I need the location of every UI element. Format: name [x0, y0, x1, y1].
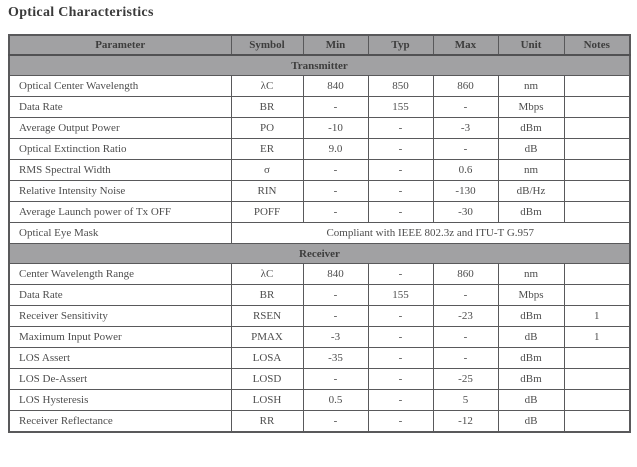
min-cell: -: [303, 411, 368, 433]
parameter-cell: Data Rate: [9, 97, 231, 118]
table-row: [9, 306, 630, 327]
min-cell: -35: [303, 348, 368, 369]
min-cell: -: [303, 97, 368, 118]
max-cell: 860: [433, 76, 498, 97]
max-cell: -25: [433, 369, 498, 390]
notes-cell: [564, 369, 630, 390]
unit-cell: dB: [498, 139, 564, 160]
max-cell: 860: [433, 264, 498, 285]
notes-cell: [564, 285, 630, 306]
parameter-cell: Optical Eye Mask: [9, 223, 231, 244]
table-row: [9, 327, 630, 348]
min-cell: -: [303, 306, 368, 327]
table-row: [9, 118, 630, 139]
unit-cell: dB/Hz: [498, 181, 564, 202]
notes-cell: [564, 348, 630, 369]
min-cell: -: [303, 369, 368, 390]
unit-cell: Mbps: [498, 285, 564, 306]
symbol-cell: BR: [231, 285, 303, 306]
parameter-cell: LOS Hysteresis: [9, 390, 231, 411]
min-cell: 9.0: [303, 139, 368, 160]
symbol-cell: RSEN: [231, 306, 303, 327]
symbol-cell: RR: [231, 411, 303, 433]
table-row: [9, 223, 630, 244]
max-cell: -3: [433, 118, 498, 139]
max-cell: -30: [433, 202, 498, 223]
section-row-transmitter: [9, 55, 630, 76]
parameter-cell: Center Wavelength Range: [9, 264, 231, 285]
parameter-cell: RMS Spectral Width: [9, 160, 231, 181]
unit-cell: dBm: [498, 118, 564, 139]
max-cell: -23: [433, 306, 498, 327]
notes-cell: [564, 118, 630, 139]
column-header-min: Min: [303, 35, 368, 55]
unit-cell: dBm: [498, 202, 564, 223]
parameter-cell: Average Output Power: [9, 118, 231, 139]
min-cell: -: [303, 160, 368, 181]
min-cell: -: [303, 285, 368, 306]
max-cell: -: [433, 139, 498, 160]
section-title: Transmitter: [9, 55, 630, 76]
table-row: [9, 160, 630, 181]
max-cell: -: [433, 348, 498, 369]
parameter-cell: LOS Assert: [9, 348, 231, 369]
column-header-symbol: Symbol: [231, 35, 303, 55]
parameter-cell: Average Launch power of Tx OFF: [9, 202, 231, 223]
notes-cell: [564, 181, 630, 202]
unit-cell: dBm: [498, 348, 564, 369]
datasheet-page: [0, 5, 637, 433]
notes-cell: 1: [564, 327, 630, 348]
typ-cell: -: [368, 160, 433, 181]
parameter-cell: Optical Center Wavelength: [9, 76, 231, 97]
notes-cell: [564, 160, 630, 181]
parameter-cell: Receiver Sensitivity: [9, 306, 231, 327]
symbol-cell: POFF: [231, 202, 303, 223]
table-row: [9, 369, 630, 390]
typ-cell: -: [368, 327, 433, 348]
table-header-row: [9, 35, 630, 55]
min-cell: 840: [303, 76, 368, 97]
table-row: [9, 181, 630, 202]
max-cell: 5: [433, 390, 498, 411]
notes-cell: [564, 202, 630, 223]
parameter-cell: Receiver Reflectance: [9, 411, 231, 433]
min-cell: -: [303, 202, 368, 223]
page-title: Optical Characteristics: [8, 5, 154, 20]
typ-cell: -: [368, 139, 433, 160]
max-cell: -: [433, 285, 498, 306]
min-cell: -10: [303, 118, 368, 139]
section-title: Receiver: [9, 244, 630, 264]
symbol-cell: RIN: [231, 181, 303, 202]
typ-cell: 850: [368, 76, 433, 97]
unit-cell: nm: [498, 160, 564, 181]
column-header-notes: Notes: [564, 35, 630, 55]
max-cell: -130: [433, 181, 498, 202]
notes-cell: [564, 390, 630, 411]
unit-cell: dB: [498, 327, 564, 348]
symbol-cell: λC: [231, 264, 303, 285]
max-cell: 0.6: [433, 160, 498, 181]
max-cell: -: [433, 97, 498, 118]
table-row: [9, 97, 630, 118]
parameter-cell: Data Rate: [9, 285, 231, 306]
typ-cell: -: [368, 369, 433, 390]
unit-cell: dB: [498, 411, 564, 433]
min-cell: 840: [303, 264, 368, 285]
typ-cell: -: [368, 118, 433, 139]
table-row: [9, 264, 630, 285]
symbol-cell: PMAX: [231, 327, 303, 348]
unit-cell: dBm: [498, 369, 564, 390]
min-cell: 0.5: [303, 390, 368, 411]
unit-cell: nm: [498, 264, 564, 285]
unit-cell: nm: [498, 76, 564, 97]
parameter-cell: LOS De-Assert: [9, 369, 231, 390]
table-row: [9, 348, 630, 369]
symbol-cell: PO: [231, 118, 303, 139]
notes-cell: [564, 97, 630, 118]
optical-characteristics-table: [8, 34, 631, 433]
notes-cell: 1: [564, 306, 630, 327]
table-row: [9, 202, 630, 223]
notes-cell: [564, 264, 630, 285]
symbol-cell: ER: [231, 139, 303, 160]
typ-cell: -: [368, 411, 433, 433]
table-row: [9, 285, 630, 306]
symbol-cell: BR: [231, 97, 303, 118]
max-cell: -12: [433, 411, 498, 433]
table-row: [9, 139, 630, 160]
max-cell: -: [433, 327, 498, 348]
notes-cell: [564, 76, 630, 97]
column-header-typ: Typ: [368, 35, 433, 55]
symbol-cell: σ: [231, 160, 303, 181]
unit-cell: Mbps: [498, 97, 564, 118]
parameter-cell: Optical Extinction Ratio: [9, 139, 231, 160]
typ-cell: -: [368, 306, 433, 327]
typ-cell: -: [368, 181, 433, 202]
column-header-parameter: Parameter: [9, 35, 231, 55]
typ-cell: -: [368, 202, 433, 223]
symbol-cell: LOSD: [231, 369, 303, 390]
min-cell: -3: [303, 327, 368, 348]
typ-cell: -: [368, 348, 433, 369]
parameter-cell: Maximum Input Power: [9, 327, 231, 348]
column-header-max: Max: [433, 35, 498, 55]
unit-cell: dBm: [498, 306, 564, 327]
min-cell: -: [303, 181, 368, 202]
table-row: [9, 411, 630, 433]
typ-cell: 155: [368, 285, 433, 306]
symbol-cell: LOSA: [231, 348, 303, 369]
typ-cell: 155: [368, 97, 433, 118]
typ-cell: -: [368, 390, 433, 411]
symbol-cell: LOSH: [231, 390, 303, 411]
section-row-receiver: [9, 244, 630, 264]
merged-value-cell: Compliant with IEEE 802.3z and ITU-T G.957: [231, 223, 630, 244]
unit-cell: dB: [498, 390, 564, 411]
typ-cell: -: [368, 264, 433, 285]
symbol-cell: λC: [231, 76, 303, 97]
column-header-unit: Unit: [498, 35, 564, 55]
parameter-cell: Relative Intensity Noise: [9, 181, 231, 202]
table-row: [9, 390, 630, 411]
notes-cell: [564, 139, 630, 160]
table-row: [9, 76, 630, 97]
notes-cell: [564, 411, 630, 433]
